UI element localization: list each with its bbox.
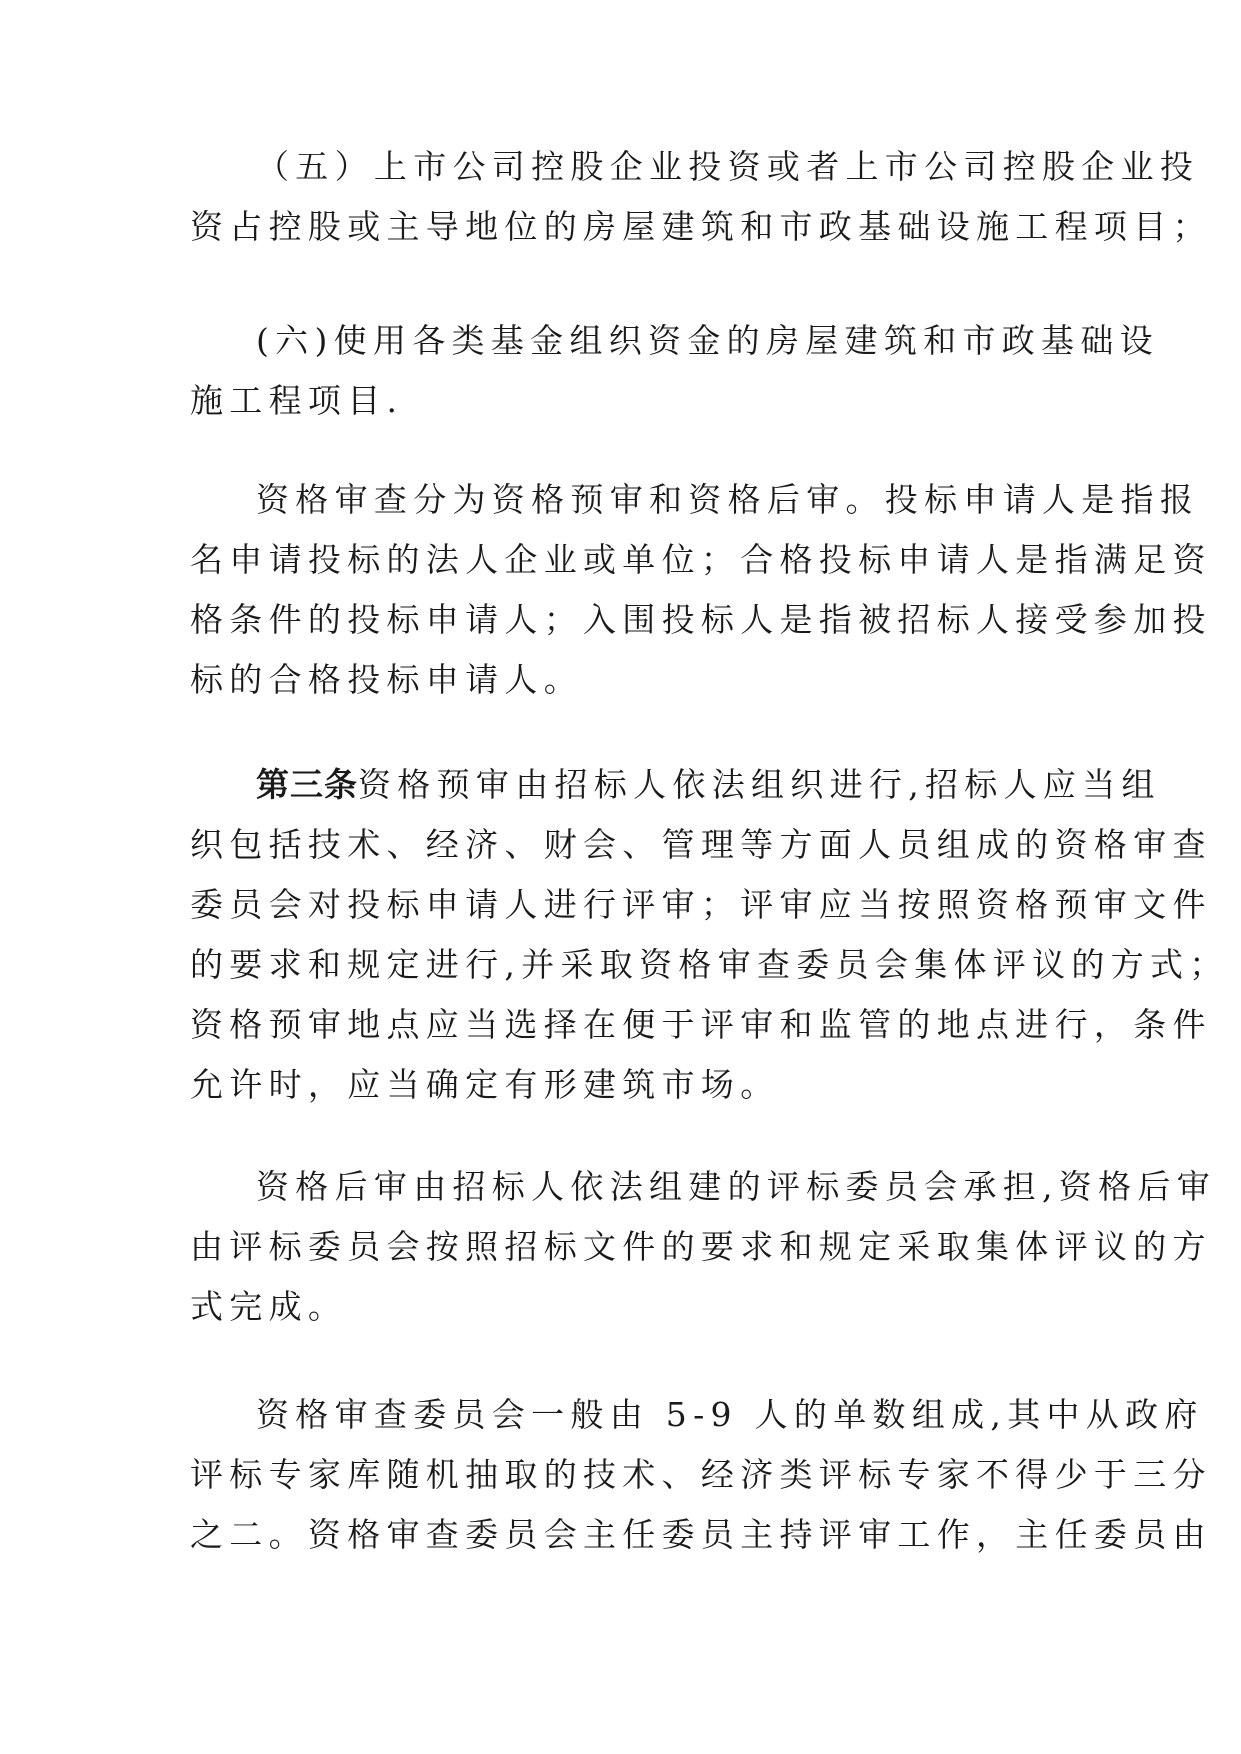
paragraph-3-line-2: 名申请投标的法人企业或单位；合格投标申请人是指满足资 [190,540,1212,579]
article-3-line-1 [256,765,1161,804]
paragraph-3-line-3: 格条件的投标申请人；入围投标人是指被招标人接受参加投 [190,600,1212,639]
paragraph-6-line-3: 之二。资格审查委员会主任委员主持评审工作，主任委员由 [190,1515,1212,1554]
article-3-line-1-text: 资格预审由招标人依法组织进行,招标人应当组 [358,765,1161,804]
paragraph-3-line-1: 资格审查分为资格预审和资格后审。投标申请人是指报 [256,480,1200,519]
paragraph-5-line-3: 式完成。 [190,1287,348,1326]
paragraph-2-line-2: 施工程项目. [190,381,404,420]
article-3-line-2: 织包括技术、经济、财会、管理等方面人员组成的资格审查 [190,825,1212,864]
article-3-line-3: 委员会对投标申请人进行评审；评审应当按照资格预审文件 [190,885,1212,924]
article-3-line-4: 的要求和规定进行,并采取资格审查委员会集体评议的方式； [190,945,1229,984]
paragraph-6-line-2: 评标专家库随机抽取的技术、经济类评标专家不得少于三分 [190,1455,1212,1494]
paragraph-2-line-1: (六)使用各类基金组织资金的房屋建筑和市政基础设 [256,321,1159,360]
paragraph-3-line-4: 标的合格投标申请人。 [190,660,583,699]
article-3-line-6: 允许时，应当确定有形建筑市场。 [190,1065,780,1104]
article-3-line-5: 资格预审地点应当选择在便于评审和监管的地点进行，条件 [190,1005,1212,1044]
article-heading: 第三条 [256,765,358,804]
paragraph-1-line-2: 资占控股或主导地位的房屋建筑和市政基础设施工程项目； [190,207,1212,246]
paragraph-5-line-2: 由评标委员会按照招标文件的要求和规定采取集体评议的方 [190,1227,1212,1266]
paragraph-5-line-1: 资格后审由招标人依法组建的评标委员会承担,资格后审 [256,1167,1216,1206]
paragraph-6-line-1: 资格审查委员会一般由 5-9 人的单数组成,其中从政府 [256,1395,1204,1434]
paragraph-1-line-1: （五）上市公司控股企业投资或者上市公司控股企业投 [256,147,1200,186]
